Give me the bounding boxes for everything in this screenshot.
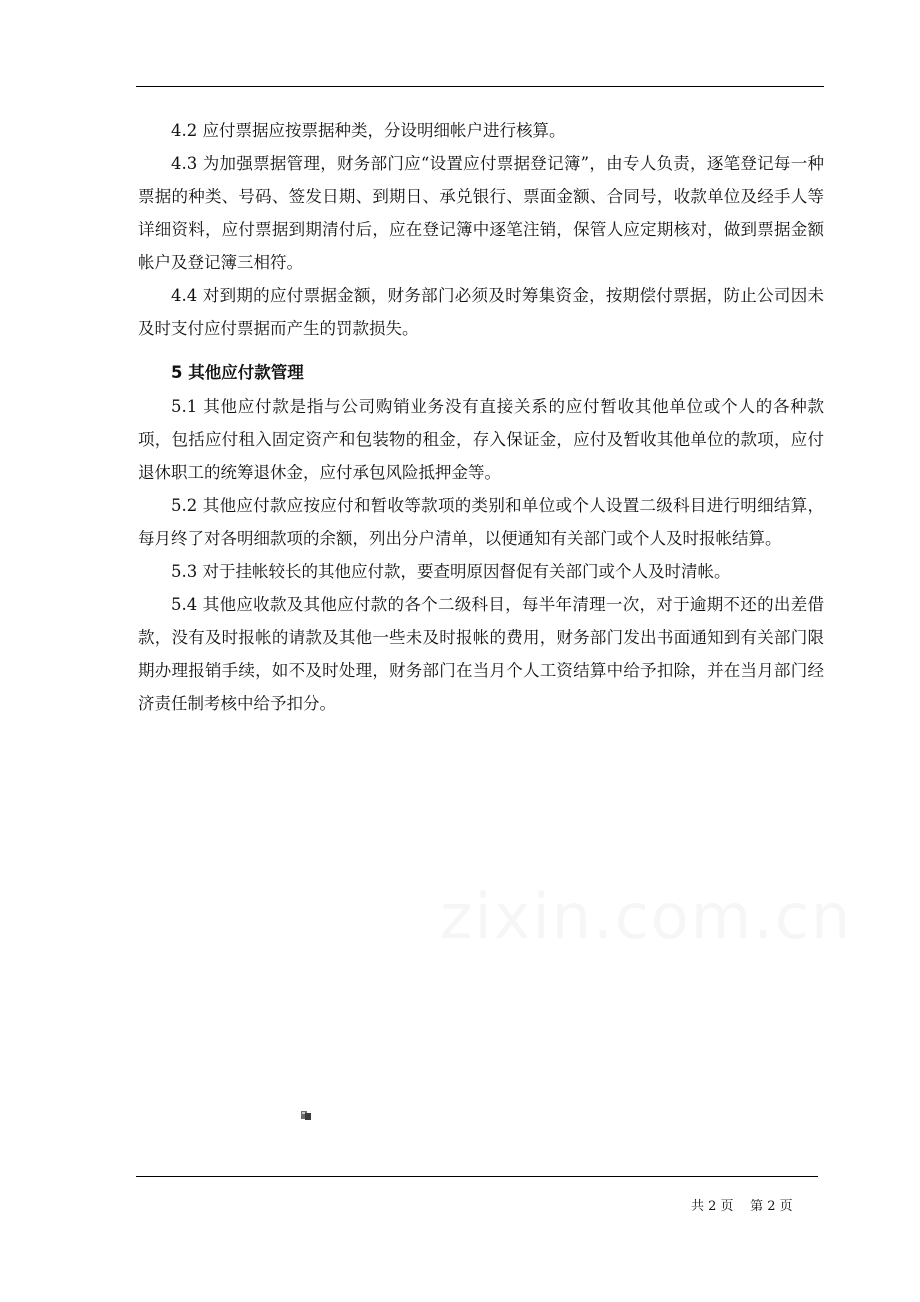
header-rule — [136, 86, 824, 87]
watermark-text — [440, 880, 852, 953]
paragraph-5-2: 5.2 其他应付款应按应付和暂收等款项的类别和单位或个人设置二级科目进行明细结算，每月终了对各明细款项的余额，列出分户清单，以便通知有关部门或个人及时报帐结算。 — [138, 496, 824, 548]
paragraph-5-1: 5.1 其他应付款是指与公司购销业务没有直接关系的应付暂收其他单位或个人的各种款项，包括应付租入固定资产和包装物的租金，存入保证金，应付及暂收其他单位的款项，应付退休职工的统筹退休金，应付承包风险抵押金等。 — [138, 397, 824, 482]
paragraph-4-3: 4.3 为加强票据管理，财务部门应“设置应付票据登记簿”，由专人负责，逐笔登记每一种票据的种类、号码、签发日期、到期日、承兑银行、票面金额、合同号，收款单位及经手人等详细资料，应付票据到期清付后，应在登记簿中逐笔注销，保管人应定期核对，做到票据金额帐户及登记簿三相符。 — [138, 154, 824, 272]
paragraph-4-4: 4.4 对到期的应付票据金额，财务部门必须及时筹集资金，按期偿付票据，防止公司因未及时支付应付票据而产生的罚款损失。 — [138, 286, 824, 338]
page-number: 共 2 页 第 2 页 — [691, 1199, 793, 1214]
paragraph-4-2: 4.2 应付票据应按票据种类，分设明细帐户进行核算。 — [171, 121, 566, 140]
paragraph-5-4: 5.4 其他应收款及其他应付款的各个二级科目，每半年清理一次，对于逾期不还的出差借款，没有及时报帐的请款及其他一些未及时报帐的费用，财务部门发出书面通知到有关部门限期办理报销手续，如不及时处理，财务部门在当月个人工资结算中给予扣除，并在当月部门经济责任制考核中给予扣分。 — [138, 595, 824, 713]
document-body — [138, 114, 824, 720]
paragraph-5-3: 5.3 对于挂帐较长的其他应付款，要查明原因督促有关部门或个人及时清帐。 — [171, 562, 731, 581]
section-heading-5: 5 其他应付款管理 — [171, 363, 304, 382]
footer-rule — [136, 1176, 818, 1177]
document-mark-icon — [300, 1109, 312, 1121]
